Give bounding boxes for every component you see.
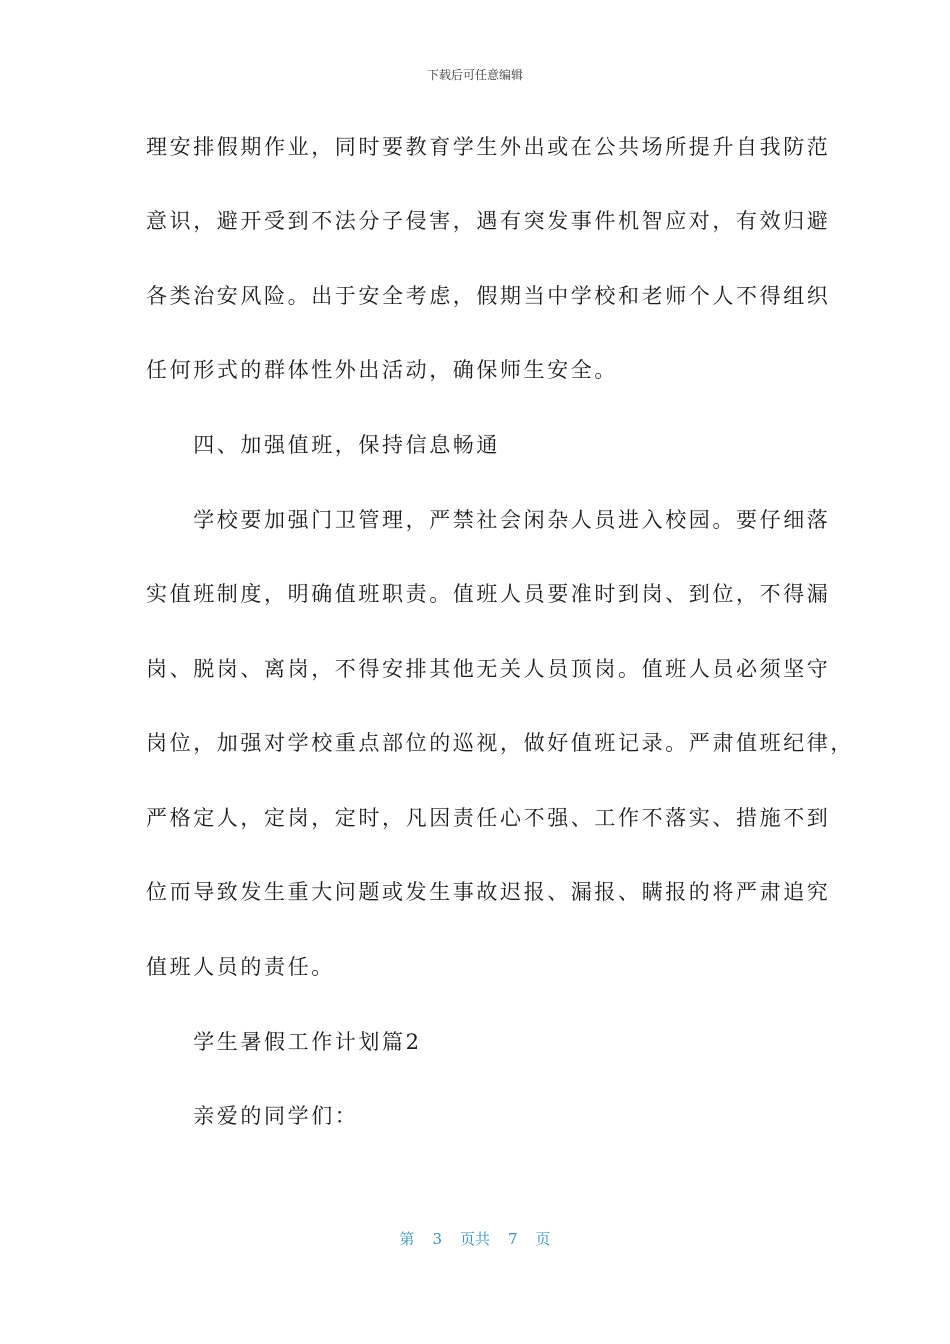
body-line-1: 理安排假期作业，同时要教育学生外出或在公共场所提升自我防范 — [146, 135, 831, 159]
body-line-4: 任何形式的群体性外出活动，确保师生安全。 — [146, 358, 618, 382]
page-header: 下载后可任意编辑 — [426, 68, 523, 82]
body-line-2: 意识，避开受到不法分子侵害，遇有突发事件机智应对，有效归避 — [146, 209, 831, 233]
section-heading: 四、加强值班，保持信息畅通 — [146, 433, 500, 457]
body-line-12: 值班人员的责任。 — [146, 955, 335, 979]
body-line-9: 岗位，加强对学校重点部位的巡视，做好值班记录。严肃值班纪律， — [146, 731, 854, 755]
footer-page-number: 3 — [432, 1230, 442, 1248]
body-line-3: 各类治安风险。出于安全考虑，假期当中学校和老师个人不得组织 — [146, 284, 831, 308]
footer-middle: 页共 — [459, 1230, 490, 1248]
footer-prefix: 第 — [399, 1230, 415, 1248]
greeting-line: 亲爱的同学们： — [146, 1104, 359, 1128]
footer-total-pages: 7 — [508, 1230, 518, 1248]
body-line-6: 学校要加强门卫管理，严禁社会闲杂人员进入校园。要仔细落 — [146, 508, 831, 532]
body-line-10: 严格定人，定岗，定时，凡因责任心不强、工作不落实、措施不到 — [146, 806, 831, 830]
article-title: 学生暑假工作计划篇2 — [146, 1030, 422, 1054]
body-line-8: 岗、脱岗、离岗，不得安排其他无关人员顶岗。值班人员必须坚守 — [146, 657, 831, 681]
footer-suffix: 页 — [535, 1230, 551, 1248]
body-line-7: 实值班制度，明确值班职责。值班人员要准时到岗、到位，不得漏 — [146, 582, 831, 606]
body-line-11: 位而导致发生重大问题或发生事故迟报、漏报、瞒报的将严肃追究 — [146, 880, 831, 904]
page-footer — [0, 1228, 950, 1249]
